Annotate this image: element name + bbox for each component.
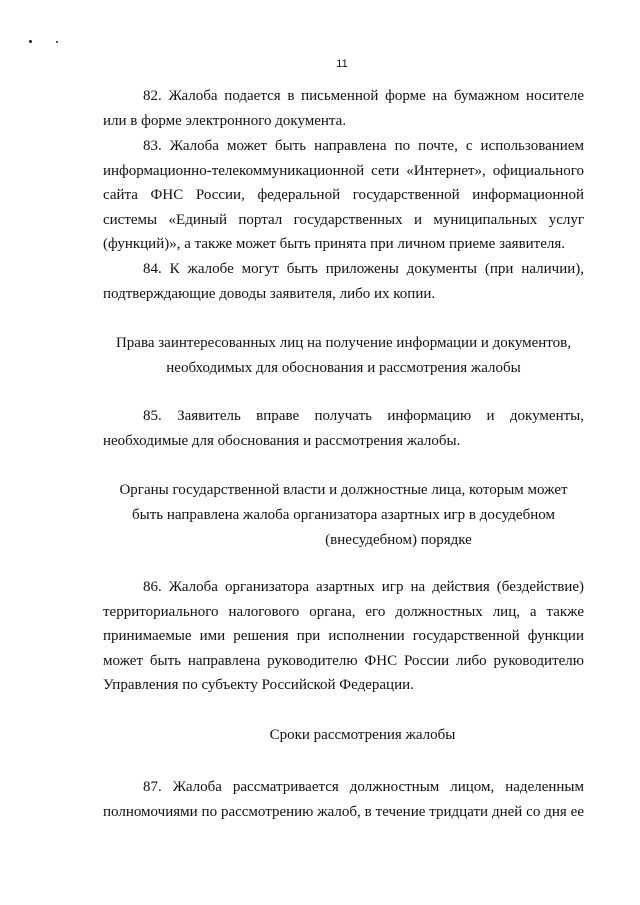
- heading-line: Органы государственной власти и должностные лица, которым может: [119, 482, 568, 498]
- heading-line: (внесудебном) порядке: [325, 532, 472, 548]
- heading-line: Сроки рассмотрения жалобы: [269, 727, 456, 743]
- paragraph-line: 85. Заявитель вправе получать информацию и документы,: [143, 408, 584, 424]
- paragraph-83: 83. Жалоба может быть направлена по почте, с использованием информационно-телекоммуникационной сети «Интернет», официального сайта ФНС России, федеральной государственной информационной системы «Единый портал государственных и муниципальных услуг (функций)», а также может быть принята при личном приеме заявителя.: [103, 138, 584, 252]
- heading-line: необходимых для обоснования и рассмотрения жалобы: [166, 360, 521, 376]
- section-heading-terms: [103, 723, 584, 748]
- paragraph-82: 82. Жалоба подается в письменной форме на бумажном носителе или в форме электронного документа.: [103, 88, 584, 129]
- paragraph-87: 87. Жалоба рассматривается должностным лицом, наделенным полномочиями по рассмотрению жалоб, в течение тридцати дней со дня ее: [103, 779, 584, 820]
- section-heading-bodies: [103, 478, 584, 553]
- scan-speck: [56, 41, 58, 43]
- page-number: 11: [336, 58, 348, 70]
- paragraph-86: 86. Жалоба организатора азартных игр на действия (бездействие) территориального налогового органа, его должностных лиц, а также принимаемые ими решения при исполнении государственной функции может быть направлена руководителю ФНС России либо руководителю Управления по субъекту Российской Федерации.: [103, 579, 584, 693]
- section-heading-rights: [103, 331, 584, 381]
- heading-line: Права заинтересованных лиц на получение информации и документов,: [115, 335, 572, 351]
- scan-speck: [29, 40, 32, 43]
- paragraph-line: необходимые для обоснования и рассмотрения жалобы.: [103, 432, 461, 449]
- heading-line: быть направлена жалоба организатора азартных игр в досудебном: [132, 507, 555, 523]
- paragraph-85: [103, 404, 584, 453]
- paragraph-84: 84. К жалобе могут быть приложены документы (при наличии), подтверждающие доводы заявителя, либо их копии.: [103, 261, 584, 302]
